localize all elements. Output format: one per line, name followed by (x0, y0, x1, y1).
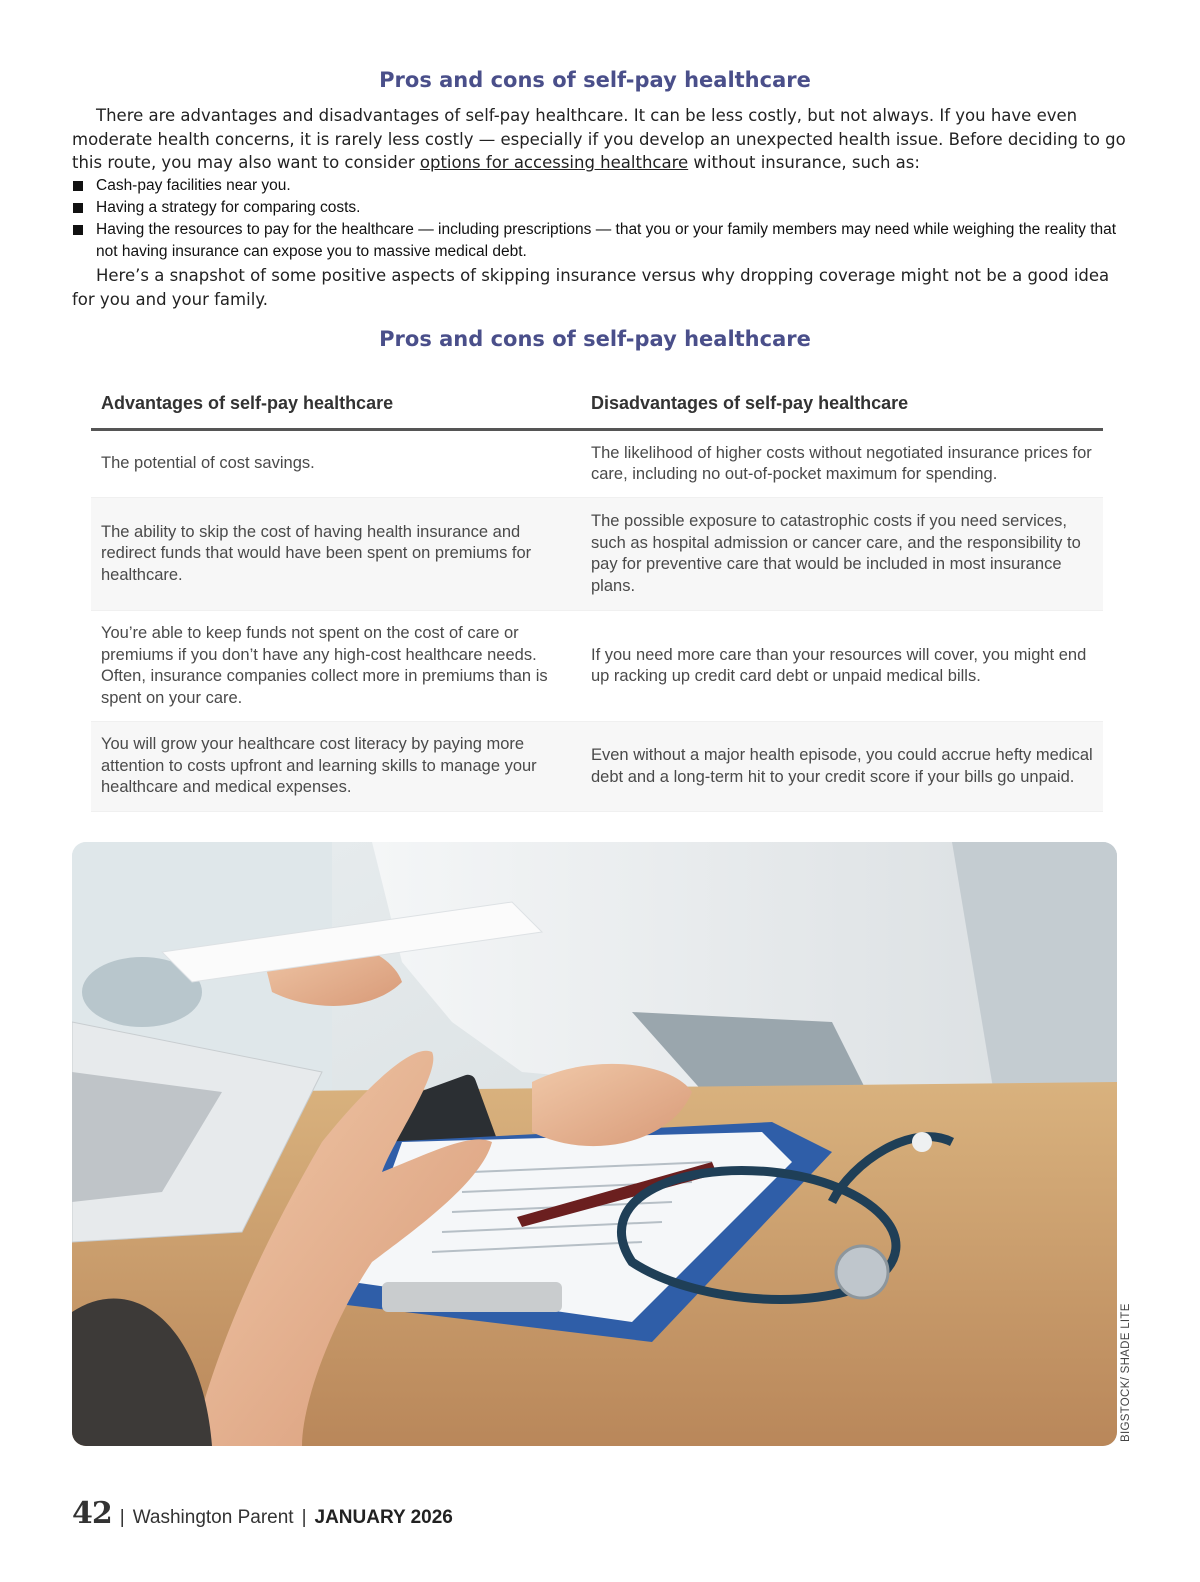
table-cell: The ability to skip the cost of having health insurance and redirect funds that would have been spent on premiums for healthcare. (91, 498, 581, 611)
bullet-list (72, 175, 1130, 263)
table-header-row (91, 386, 1103, 430)
intro-text-end: without insurance, such as: (688, 153, 920, 172)
page-number: 42 (72, 1496, 112, 1531)
footer-separator: | (119, 1507, 125, 1528)
table-heading: Pros and cons of self-pay healthcare (379, 327, 811, 351)
issue-date: JANUARY 2026 (314, 1507, 453, 1528)
table-cell: You’re able to keep funds not spent on the cost of care or premiums if you don’t have any high-cost healthcare needs. Often, insurance companies collect more in premiums than is spent on your care. (91, 611, 581, 722)
table-cell: You will grow your healthcare cost literacy by paying more attention to costs upfront and learning skills to manage your healthcare and medical expenses. (91, 722, 581, 812)
photo-illustration (72, 842, 1117, 1446)
square-bullet-icon (73, 225, 83, 235)
table-row (91, 430, 1103, 498)
list-item: Cash-pay facilities near you. (72, 175, 1130, 197)
doctor-patient-photo (72, 842, 1117, 1446)
page-footer (72, 1496, 453, 1536)
table-row (91, 611, 1103, 722)
intro-paragraph (72, 104, 1130, 175)
table-row (91, 722, 1103, 812)
photo-credit: BIGSTOCK/ SHADE LITE (1120, 1303, 1132, 1442)
column-header-advantages: Advantages of self-pay healthcare (91, 386, 581, 430)
table-row (91, 498, 1103, 611)
section-heading: Pros and cons of self-pay healthcare (379, 68, 811, 92)
pros-cons-table (91, 386, 1103, 812)
table-cell: The potential of cost savings. (91, 430, 581, 498)
table-cell: The possible exposure to catastrophic costs if you need services, such as hospital admission or cancer care, and the responsibility to pay for preventive care that would be included in most insurance plans. (581, 498, 1103, 611)
table-cell: The likelihood of higher costs without negotiated insurance prices for care, including no out-of-pocket maximum for spending. (581, 430, 1103, 498)
square-bullet-icon (73, 181, 83, 191)
table-cell: If you need more care than your resources will cover, you might end up racking up credit card debt or unpaid medical bills. (581, 611, 1103, 722)
list-item: Having a strategy for comparing costs. (72, 197, 1130, 219)
square-bullet-icon (73, 203, 83, 213)
footer-separator: | (301, 1507, 307, 1528)
options-link[interactable]: options for accessing healthcare (419, 153, 689, 172)
publication-name: Washington Parent (132, 1507, 294, 1528)
intro-text: There are advantages and disadvantages of self-pay healthcare. It can be less costly, but not always. If you have even moderate health concerns, it is rarely less costly — especially if you develop an unexpected health issue. Before deciding to go this route, you may also want to consider (72, 106, 1126, 172)
snapshot-paragraph: Here’s a snapshot of some positive aspects of skipping insurance versus why dropping coverage might not be a good idea for you and your family. (72, 266, 1110, 309)
table-cell: Even without a major health episode, you could accrue hefty medical debt and a long-term hit to your credit score if your bills go unpaid. (581, 722, 1103, 812)
column-header-disadvantages: Disadvantages of self-pay healthcare (581, 386, 1103, 430)
list-item: Having the resources to pay for the healthcare — including prescriptions — that you or your family members may need while weighing the reality that not having insurance can expose you to massive medical debt. (72, 219, 1130, 263)
